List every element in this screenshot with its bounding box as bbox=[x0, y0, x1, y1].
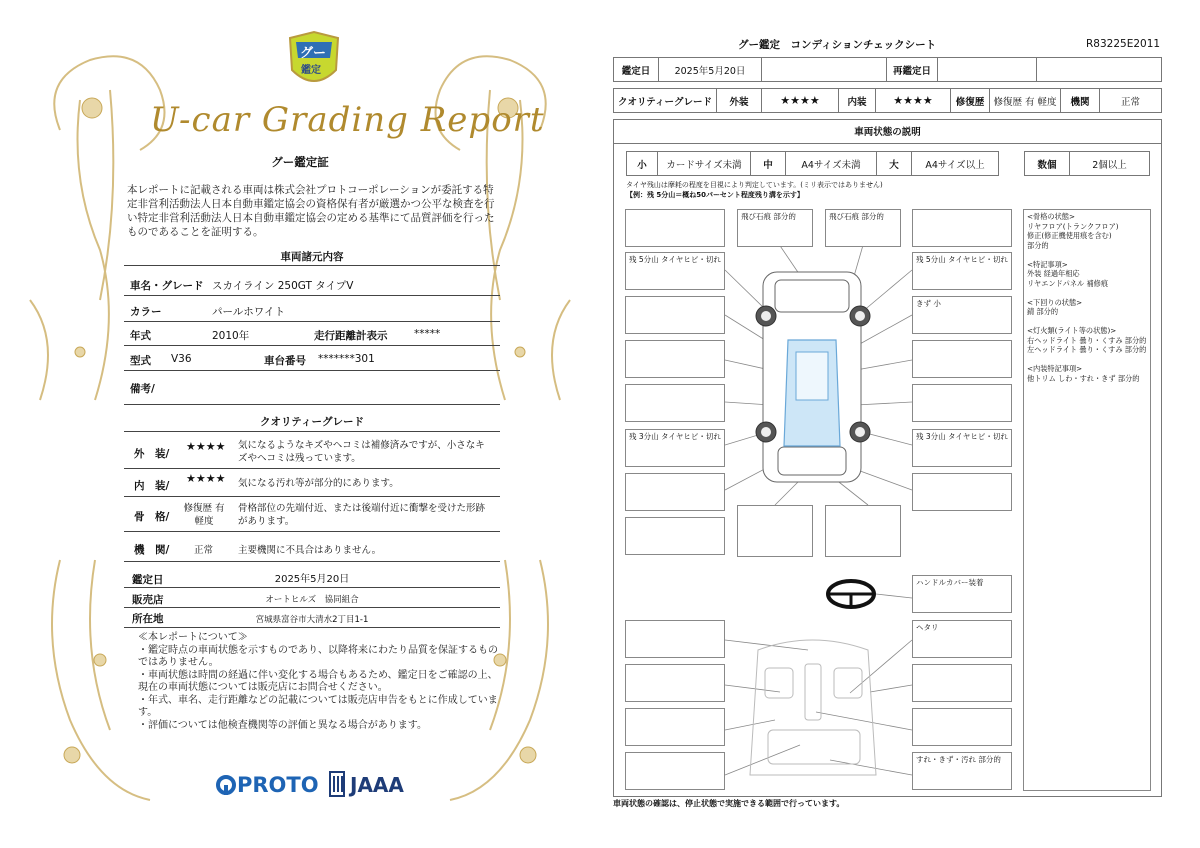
grade-label: 機 関/ bbox=[134, 544, 170, 556]
legend-small-desc: カードサイズ未満 bbox=[657, 151, 751, 176]
color-label: カラー bbox=[130, 306, 162, 318]
damage-box-empty bbox=[912, 209, 1012, 247]
summary-line: 他トリム しわ・すれ・きず 部分的 bbox=[1027, 373, 1140, 383]
divider bbox=[124, 264, 500, 266]
note-item: ・年式、車名、走行距離などの記載については販売店申告をもとに作成しています。 bbox=[138, 694, 498, 718]
interior-box-empty bbox=[912, 708, 1012, 746]
date-label: 鑑定日 bbox=[132, 574, 164, 586]
damage-box-empty bbox=[625, 209, 725, 247]
summary-line: <内装特記事項> bbox=[1027, 364, 1083, 373]
grade-label: 骨 格/ bbox=[134, 511, 170, 523]
grade-label: クオリティーグレード bbox=[613, 88, 717, 113]
legend-medium: 中 bbox=[750, 151, 786, 176]
logo-main-text: グー bbox=[300, 46, 327, 61]
legend-large-desc: A4サイズ以上 bbox=[911, 151, 999, 176]
summary-line: 左ヘッドライト 曇り・くすみ 部分的 bbox=[1027, 345, 1147, 354]
interior-box-empty bbox=[625, 664, 725, 702]
interior-box-empty bbox=[625, 620, 725, 658]
chassis-label: 車台番号 bbox=[264, 355, 306, 367]
notes-title: ≪本レポートについて≫ bbox=[138, 632, 248, 643]
damage-box-empty bbox=[825, 505, 901, 557]
address-label: 所在地 bbox=[132, 613, 164, 625]
grade-rating: 修復歴 有 軽度 bbox=[183, 503, 225, 527]
repair-value: 修復歴 有 軽度 bbox=[989, 88, 1061, 113]
jaaa-logo bbox=[326, 770, 416, 800]
summary-line: <特記事項> bbox=[1027, 259, 1068, 269]
damage-box-chip-right: 飛び石痕 部分的 bbox=[825, 209, 901, 247]
shop-row bbox=[124, 589, 500, 608]
spec-row-name bbox=[124, 272, 500, 296]
summary-spacer bbox=[1027, 355, 1147, 365]
interior-box-dirt: すれ・きず・汚れ 部分的 bbox=[912, 752, 1012, 790]
grade-row-exterior bbox=[124, 434, 500, 469]
damage-box-chip-left: 飛び石痕 部分的 bbox=[737, 209, 813, 247]
date-value: 2025年5月20日 bbox=[658, 57, 762, 82]
note-item: ・車両状態は時間の経過に伴い変化する場合もあるため、鑑定日をご確認の上、現在の車両状態については販売店にお問合せください。 bbox=[138, 669, 498, 693]
name-value: スカイライン 250GT タイプV bbox=[212, 280, 354, 292]
proto-logo-text: PROTO bbox=[237, 773, 319, 797]
tire-box-right-front: 残 5分山 タイヤヒビ・切れ bbox=[912, 252, 1012, 290]
tire-box-right-rear: 残 3分山 タイヤヒビ・切れ bbox=[912, 429, 1012, 467]
summary-line: <灯火類(ライト等の状態)> bbox=[1027, 326, 1117, 335]
grade-label: 内 装/ bbox=[134, 480, 170, 492]
goo-kantei-logo bbox=[286, 30, 342, 94]
damage-box-scratch: きず 小 bbox=[912, 296, 1012, 334]
repair-label: 修復歴 bbox=[950, 88, 990, 113]
interior-box-dent: ヘタリ bbox=[912, 620, 1012, 658]
summary-line: 錆 部分的 bbox=[1027, 307, 1059, 316]
grade-row-engine bbox=[124, 534, 500, 562]
int-label: 内装 bbox=[838, 88, 876, 113]
spec-row-year bbox=[124, 322, 500, 346]
damage-box-empty bbox=[625, 384, 725, 422]
damage-box-empty bbox=[625, 517, 725, 555]
model-value: V36 bbox=[171, 353, 192, 365]
grade-row-interior bbox=[124, 470, 500, 497]
grade-label: 外 装/ bbox=[134, 448, 170, 460]
grade-rating: 正常 bbox=[194, 545, 214, 556]
color-value: パールホワイト bbox=[212, 306, 285, 318]
damage-box-empty bbox=[912, 473, 1012, 511]
tire-note-1: タイヤ残山は摩耗の程度を目視により判定しています。(ミリ表示ではありません) bbox=[626, 181, 883, 189]
shop-value: オートヒルズ 協同組合 bbox=[265, 595, 359, 605]
engine-value: 正常 bbox=[1099, 88, 1162, 113]
damage-box-empty bbox=[625, 473, 725, 511]
date-label: 鑑定日 bbox=[613, 57, 659, 82]
summary-line: 部分的 bbox=[1027, 240, 1049, 250]
proto-mark-icon bbox=[215, 774, 237, 796]
interior-box-empty bbox=[625, 752, 725, 790]
notes-section bbox=[138, 632, 498, 732]
quality-title: クオリティーグレード bbox=[260, 416, 364, 428]
proto-logo bbox=[215, 772, 325, 800]
reinspect-label: 再鑑定日 bbox=[886, 57, 938, 82]
grade-desc: 骨格部位の先端付近、または後端付近に衝撃を受けた形跡があります。 bbox=[238, 503, 486, 527]
address-value: 宮城県富谷市大清水2丁目1-1 bbox=[255, 615, 369, 625]
name-label: 車名・グレード bbox=[130, 280, 204, 292]
damage-box-empty bbox=[625, 296, 725, 334]
summary-line: <下回りの状態> bbox=[1027, 297, 1083, 307]
mileage-label: 走行距離計表示 bbox=[314, 330, 388, 342]
grade-row-frame bbox=[124, 498, 500, 532]
ext-value: ★★★★ bbox=[761, 88, 839, 113]
script-title: U-car Grading Report bbox=[150, 100, 545, 140]
engine-label: 機関 bbox=[1060, 88, 1100, 113]
summary-line: 外装 経過年相応 bbox=[1027, 269, 1080, 278]
spec-row-remarks bbox=[124, 372, 500, 405]
summary-line: 右ヘッドライト 曇り・くすみ 部分的 bbox=[1027, 335, 1147, 345]
interior-box-empty bbox=[625, 708, 725, 746]
chassis-value: *******301 bbox=[318, 353, 375, 365]
grade-desc: 気になる汚れ等が部分的にあります。 bbox=[238, 478, 399, 489]
summary-line: <骨格の状態> bbox=[1027, 212, 1075, 221]
grade-desc: 主要機関に不具合はありません。 bbox=[238, 545, 382, 556]
year-label: 年式 bbox=[130, 330, 151, 342]
tire-box-left-rear: 残 3分山 タイヤヒビ・切れ bbox=[625, 429, 725, 467]
summary-line: リヤエンドパネル 補修痕 bbox=[1027, 278, 1109, 288]
sheet-title: グー鑑定 コンディションチェックシート bbox=[738, 39, 937, 51]
summary-line: 修正(修正機使用痕を含む) bbox=[1027, 231, 1112, 240]
condition-sheet bbox=[600, 0, 1200, 848]
model-label: 型式 bbox=[130, 355, 151, 367]
summary-spacer bbox=[1027, 317, 1147, 327]
address-row bbox=[124, 609, 500, 628]
remarks-label: 備考/ bbox=[130, 383, 155, 395]
grade-rating: ★★★★ bbox=[186, 440, 226, 453]
spec-row-color bbox=[124, 298, 500, 322]
summary-panel bbox=[1023, 209, 1151, 791]
status-title: 車両状態の説明 bbox=[613, 119, 1162, 144]
mileage-value: ***** bbox=[414, 328, 441, 340]
sheet-code: R83225E2011 bbox=[1086, 38, 1161, 50]
jaaa-logo-text: JAAA bbox=[350, 773, 404, 797]
sheet-footer: 車両状態の確認は、停止状態で実施できる範囲で行っています。 bbox=[613, 799, 845, 808]
note-item: ・評価については他検査機関等の評価と異なる場合があります。 bbox=[138, 719, 427, 731]
jaaa-mark-icon bbox=[326, 770, 348, 798]
divider bbox=[124, 430, 500, 432]
note-item: ・鑑定時点の車両状態を示すものであり、以降将来にわたり品質を保証するものではありません。 bbox=[138, 644, 498, 668]
damage-box-empty bbox=[737, 505, 813, 557]
certificate-intro: 本レポートに記載される車両は株式会社プロトコーポレーションが委託する特定非営利活動法人日本自動車鑑定協会の資格保有者が厳選かつ公平な検査を行い特定非営利活動法人日本自動車鑑定協会の定める基準にて品質評価を行ったものであることを証明する。 bbox=[127, 184, 495, 238]
year-value: 2010年 bbox=[212, 330, 250, 342]
summary-line: リヤフロア(トランクフロア) bbox=[1027, 221, 1119, 231]
shop-label: 販売店 bbox=[132, 594, 164, 606]
summary-spacer bbox=[1027, 288, 1147, 298]
ext-label: 外装 bbox=[716, 88, 762, 113]
tire-note-2: 【例：残 5分山＝概ね50パーセント程度残り溝を示す】 bbox=[626, 191, 804, 199]
tire-box-left-front: 残 5分山 タイヤヒビ・切れ bbox=[625, 252, 725, 290]
count-value: 2個以上 bbox=[1069, 151, 1150, 176]
legend-large: 大 bbox=[876, 151, 912, 176]
int-value: ★★★★ bbox=[875, 88, 951, 113]
count-label: 数個 bbox=[1024, 151, 1070, 176]
damage-box-empty bbox=[912, 384, 1012, 422]
date-value: 2025年5月20日 bbox=[274, 574, 350, 585]
logo-sub-text: 鑑定 bbox=[301, 65, 321, 76]
summary-spacer bbox=[1027, 250, 1147, 260]
interior-box-handle: ハンドルカバー装着 bbox=[912, 575, 1012, 613]
date-row bbox=[124, 566, 500, 588]
spec-row-model bbox=[124, 347, 500, 371]
certificate-heading: グー鑑定証 bbox=[271, 155, 329, 169]
damage-box-empty bbox=[912, 340, 1012, 378]
interior-box-empty bbox=[912, 664, 1012, 702]
specs-title: 車両諸元内容 bbox=[280, 251, 344, 263]
legend-small: 小 bbox=[626, 151, 658, 176]
legend-medium-desc: A4サイズ未満 bbox=[785, 151, 877, 176]
grade-desc: 気になるようなキズやヘコミは補修済みですが、小さなキズやヘコミは残っています。 bbox=[238, 440, 485, 464]
damage-box-empty bbox=[625, 340, 725, 378]
grade-rating: ★★★★ bbox=[186, 472, 226, 485]
